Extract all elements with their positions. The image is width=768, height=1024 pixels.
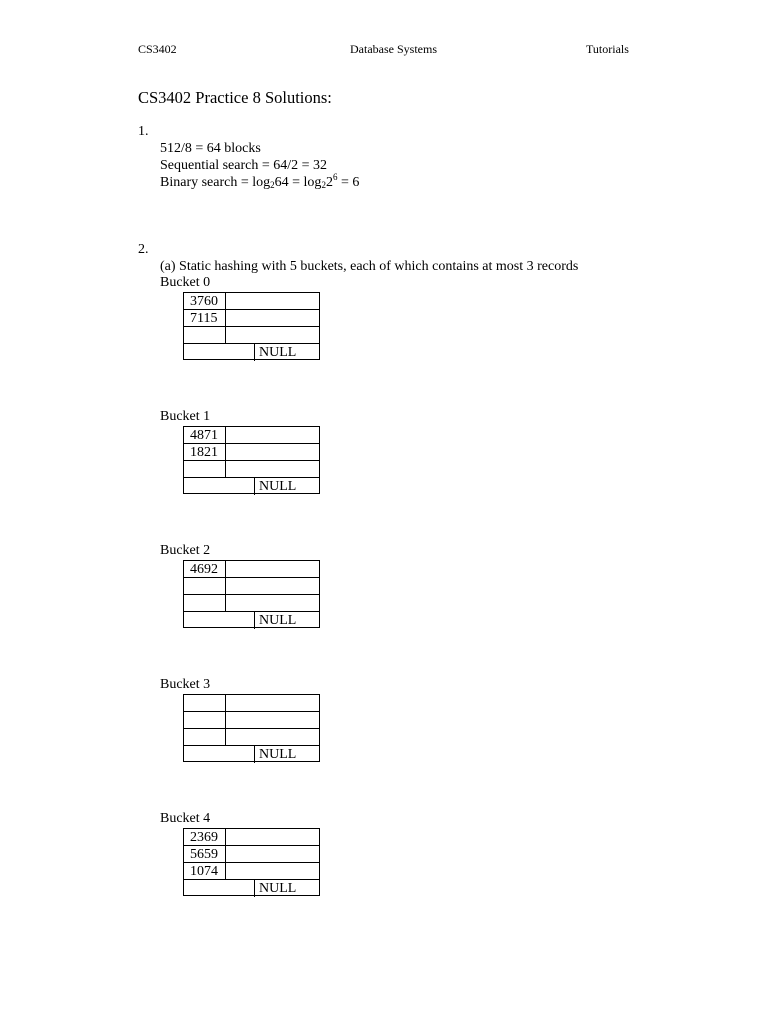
bucket-row — [184, 427, 319, 444]
bucket-row — [184, 577, 319, 595]
record-key: 3760 — [190, 294, 218, 309]
bucket-row — [184, 695, 319, 712]
bucket-1-table — [183, 426, 320, 494]
bucket-row — [184, 460, 319, 478]
null-pointer: NULL — [259, 479, 297, 494]
record-key: 5659 — [190, 847, 218, 862]
record-key: 7115 — [190, 311, 218, 326]
page-title: CS3402 Practice 8 Solutions: — [138, 88, 332, 107]
bucket-row — [184, 829, 319, 846]
bucket-row — [184, 728, 319, 746]
record-key: 2369 — [190, 830, 218, 845]
record-key: 4871 — [190, 428, 218, 443]
bucket-row — [184, 293, 319, 310]
bucket-row — [184, 326, 319, 344]
bucket-4-table — [183, 828, 320, 896]
null-pointer: NULL — [259, 881, 297, 896]
overflow-pointer-row — [184, 343, 319, 361]
header-section: Tutorials — [586, 42, 629, 56]
bucket-row — [184, 443, 319, 461]
bucket-row — [184, 309, 319, 327]
bucket-row — [184, 845, 319, 863]
overflow-pointer-row — [184, 879, 319, 897]
null-pointer: NULL — [259, 747, 297, 762]
bucket-0-label: Bucket 0 — [160, 275, 211, 290]
bucket-1-label: Bucket 1 — [160, 409, 211, 424]
bucket-2-label: Bucket 2 — [160, 543, 211, 558]
record-key: 1821 — [190, 445, 218, 460]
bucket-3-table — [183, 694, 320, 762]
bucket-4-label: Bucket 4 — [160, 811, 211, 826]
record-key: 1074 — [190, 864, 218, 879]
null-pointer: NULL — [259, 613, 297, 628]
null-pointer: NULL — [259, 345, 297, 360]
overflow-pointer-row — [184, 611, 319, 629]
q1-blocks-line: 512/8 = 64 blocks — [160, 141, 261, 156]
q2-part-a-text: (a) Static hashing with 5 buckets, each of which contains at most 3 records — [160, 259, 579, 274]
q1-sequential-line: Sequential search = 64/2 = 32 — [160, 158, 328, 173]
header-course-code: CS3402 — [138, 42, 177, 56]
bucket-row — [184, 594, 319, 612]
record-key: 4692 — [190, 562, 218, 577]
bucket-row — [184, 862, 319, 880]
bucket-row — [184, 561, 319, 578]
question-2-number: 2. — [138, 242, 149, 257]
overflow-pointer-row — [184, 745, 319, 763]
bucket-0-table — [183, 292, 320, 360]
q1-binary-line: Binary search = $\log_264 = \log_22^6 = 6$ — [160, 172, 360, 190]
header-course-name: Database Systems — [350, 42, 437, 56]
bucket-row — [184, 711, 319, 729]
bucket-2-table — [183, 560, 320, 628]
overflow-pointer-row — [184, 477, 319, 495]
bucket-3-label: Bucket 3 — [160, 677, 211, 692]
question-1-number: 1. — [138, 124, 149, 139]
